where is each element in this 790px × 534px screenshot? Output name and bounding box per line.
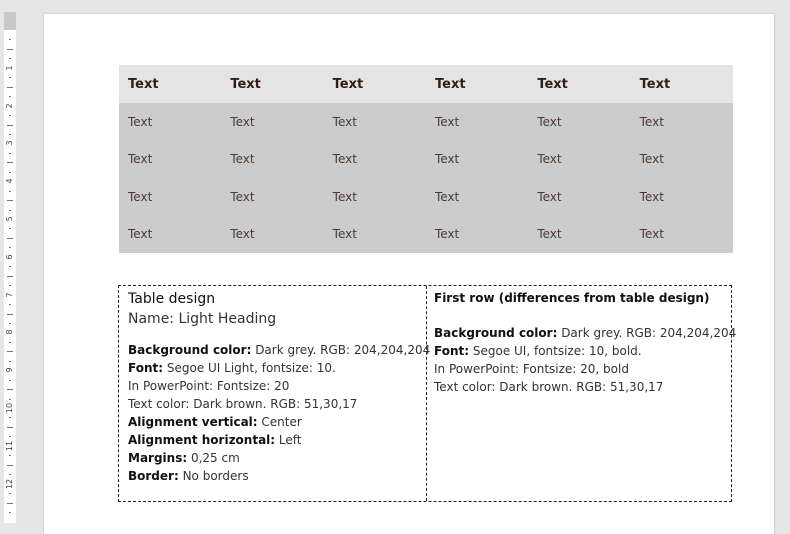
ruler-tick <box>9 191 11 192</box>
ruler-tick <box>9 77 11 78</box>
property-label: Background color: <box>434 326 558 340</box>
table-cell[interactable]: Text <box>119 216 221 254</box>
property-value: Text color: Dark brown. RGB: 51,30,17 <box>434 380 664 394</box>
first-row-properties <box>434 324 737 396</box>
first-row-title: First row (differences from table design) <box>434 291 710 305</box>
ruler-margin-marker[interactable] <box>4 12 16 30</box>
table-row <box>119 216 733 254</box>
table-row <box>119 141 733 179</box>
property-line <box>128 413 418 431</box>
property-line <box>128 449 418 467</box>
table-cell[interactable]: Text <box>324 178 426 216</box>
table-cell[interactable]: Text <box>528 103 630 141</box>
property-label: Font: <box>434 344 470 358</box>
ruler-number: 9 <box>5 367 14 373</box>
property-value: Dark grey. RGB: 204,204,204 <box>251 343 431 357</box>
ruler-tick <box>7 465 13 466</box>
table-cell[interactable]: Text <box>221 216 323 254</box>
table-cell[interactable]: Text <box>528 141 630 179</box>
ruler-tick <box>7 87 13 88</box>
ruler-tick <box>9 417 11 418</box>
ruler-tick <box>7 49 13 50</box>
table-design-cell[interactable] <box>119 286 431 501</box>
ruler-number: 11 <box>5 440 14 451</box>
table-cell[interactable]: Text <box>119 103 221 141</box>
ruler-tick <box>7 314 13 315</box>
table-cell[interactable]: Text <box>221 178 323 216</box>
property-label: Background color: <box>128 343 252 357</box>
property-value: 0,25 cm <box>187 451 240 465</box>
sample-table <box>119 65 733 253</box>
property-line <box>128 467 418 485</box>
ruler-tick <box>9 455 11 456</box>
ruler-tick <box>7 427 13 428</box>
property-line <box>434 378 723 396</box>
description-table <box>118 285 737 502</box>
header-row <box>119 65 733 103</box>
table-cell[interactable]: Text <box>119 141 221 179</box>
vertical-ruler <box>0 0 20 523</box>
ruler-tick <box>7 351 13 352</box>
property-line <box>128 377 418 395</box>
table-row <box>119 103 733 141</box>
ruler-number: 7 <box>5 292 14 298</box>
table-cell[interactable]: Text <box>631 216 733 254</box>
property-label: Font: <box>128 361 164 375</box>
header-cell[interactable]: Text <box>324 65 426 103</box>
table-cell[interactable]: Text <box>528 178 630 216</box>
table-cell[interactable]: Text <box>631 178 733 216</box>
property-line <box>128 395 418 413</box>
property-label: Alignment vertical: <box>128 415 258 429</box>
table-cell[interactable]: Text <box>324 141 426 179</box>
property-value: Dark grey. RGB: 204,204,204 <box>557 326 737 340</box>
table-cell[interactable]: Text <box>426 216 528 254</box>
ruler-tick <box>9 285 11 286</box>
property-value: Center <box>257 415 302 429</box>
ruler-number: 6 <box>5 254 14 260</box>
ruler-number: 10 <box>5 402 14 414</box>
ruler-tick <box>9 512 11 513</box>
table-design-name: Name: Light Heading <box>128 311 277 327</box>
table-cell[interactable]: Text <box>528 216 630 254</box>
table-cell[interactable]: Text <box>631 103 733 141</box>
table-cell[interactable]: Text <box>324 216 426 254</box>
ruler-number: 4 <box>5 178 14 184</box>
property-value: Segoe UI, fontsize: 10, bold. <box>469 344 642 358</box>
header-cell[interactable]: Text <box>631 65 733 103</box>
property-value: Segoe UI Light, fontsize: 10. <box>163 361 336 375</box>
table-cell[interactable]: Text <box>119 178 221 216</box>
ruler-tick <box>7 125 13 126</box>
ruler-number: 8 <box>5 329 14 335</box>
ruler-number: 2 <box>5 103 14 109</box>
property-line <box>434 342 723 360</box>
ruler-tick <box>9 474 11 475</box>
property-line <box>434 324 737 342</box>
header-cell[interactable]: Text <box>528 65 630 103</box>
ruler-tick <box>9 493 11 494</box>
property-line <box>128 431 418 449</box>
header-cell[interactable]: Text <box>119 65 221 103</box>
ruler-number: 1 <box>5 65 14 71</box>
table-cell[interactable]: Text <box>426 103 528 141</box>
ruler-tick <box>9 266 11 267</box>
ruler-number: 12 <box>5 478 14 489</box>
table-cell[interactable]: Text <box>631 141 733 179</box>
table-cell[interactable]: Text <box>324 103 426 141</box>
ruler-tick <box>9 153 11 154</box>
table-design-title: Table design <box>128 291 216 307</box>
ruler-tick <box>9 39 11 40</box>
ruler-number: 5 <box>5 216 14 222</box>
header-cell[interactable]: Text <box>221 65 323 103</box>
ruler-number: 3 <box>5 140 14 146</box>
ruler-tick <box>9 228 11 229</box>
ruler-tick <box>7 276 13 277</box>
ruler-tick <box>7 162 13 163</box>
table-cell[interactable]: Text <box>221 141 323 179</box>
property-value: In PowerPoint: Fontsize: 20, bold <box>434 362 629 376</box>
ruler-tick <box>7 238 13 239</box>
ruler-tick <box>7 389 13 390</box>
property-value: Left <box>275 433 302 447</box>
ruler-tick <box>9 380 11 381</box>
ruler-tick <box>9 304 11 305</box>
property-value: In PowerPoint: Fontsize: 20 <box>128 379 290 393</box>
property-line <box>128 359 418 377</box>
table-design-properties <box>128 341 431 485</box>
property-label: Alignment horizontal: <box>128 433 276 447</box>
ruler-tick <box>9 96 11 97</box>
ruler-tick <box>7 200 13 201</box>
table-row <box>119 178 733 216</box>
property-value: No borders <box>178 469 249 483</box>
property-line <box>434 360 723 378</box>
table-cell[interactable]: Text <box>426 141 528 179</box>
ruler-tick <box>7 503 13 504</box>
property-line <box>128 341 431 359</box>
header-cell[interactable]: Text <box>426 65 528 103</box>
ruler-tick <box>9 115 11 116</box>
first-row-cell[interactable] <box>427 286 737 501</box>
property-value: Text color: Dark brown. RGB: 51,30,17 <box>128 397 358 411</box>
table-cell[interactable]: Text <box>221 103 323 141</box>
table-cell[interactable]: Text <box>426 178 528 216</box>
ruler-tick <box>9 342 11 343</box>
property-label: Border: <box>128 469 179 483</box>
property-label: Margins: <box>128 451 188 465</box>
